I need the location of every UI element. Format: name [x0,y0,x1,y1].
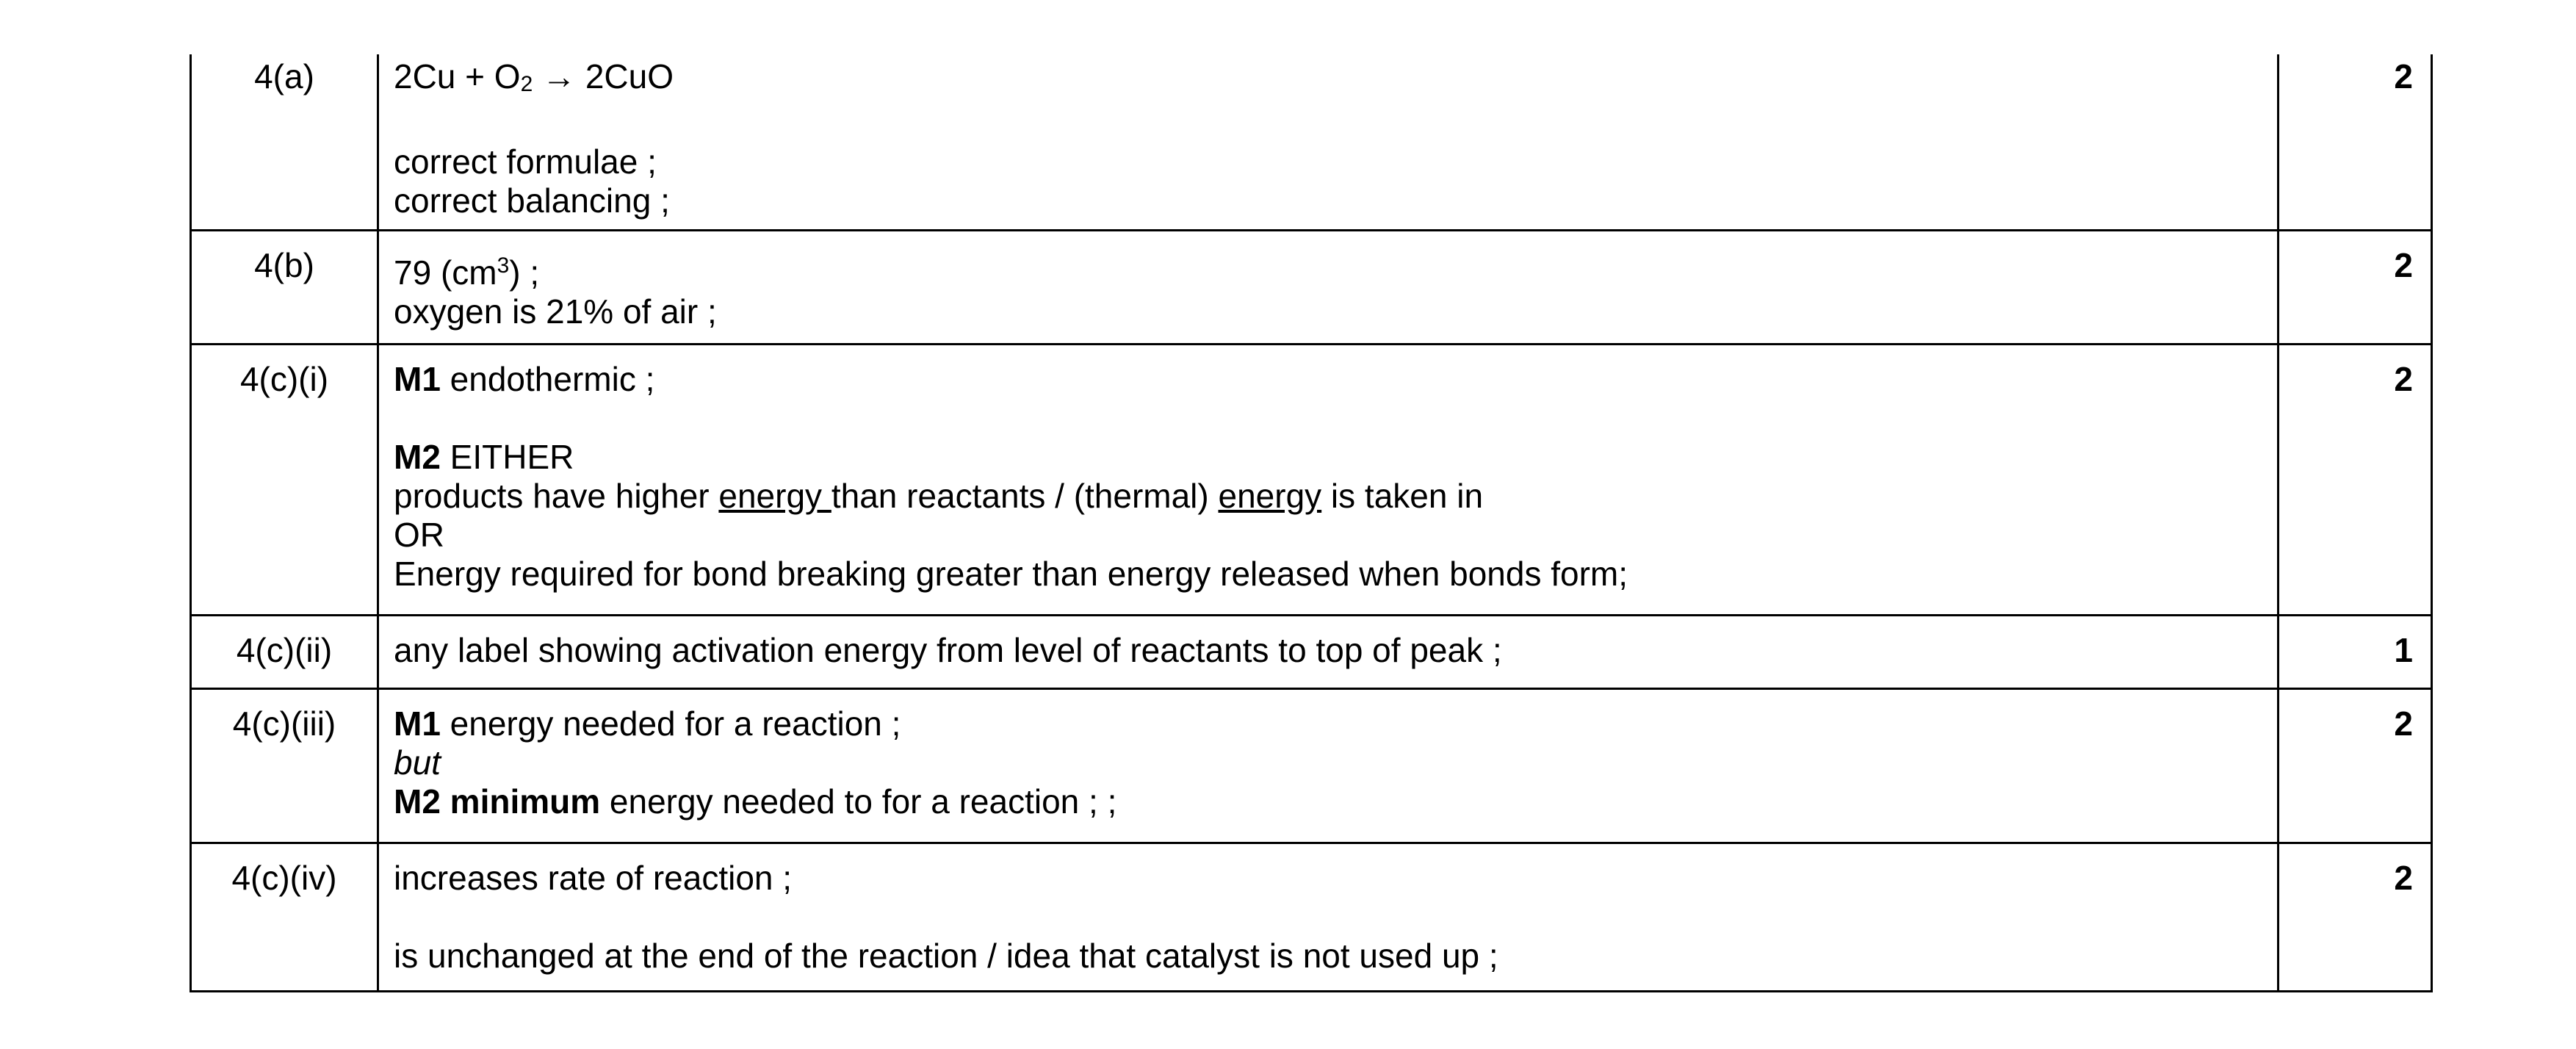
answer-line: increases rate of reaction ; [394,859,793,897]
answer-line: OR [394,516,444,554]
table-row [191,231,2432,345]
answer-cell [378,616,2279,689]
answer-cell [378,231,2279,345]
table-row [191,345,2432,616]
answer-line: correct formulae ; [394,143,657,181]
answer-line: M1 energy needed for a reaction ; [394,704,901,743]
answer-line: M1 endothermic ; [394,360,655,398]
marks-cell [2279,843,2432,992]
answer-line: but [394,743,441,782]
question-number: 4(a) [254,57,314,95]
question-number-cell [191,345,378,616]
table-row [191,54,2432,231]
answer-line: oxygen is 21% of air ; [394,292,717,331]
mark-scheme-table [190,54,2433,992]
answer-cell [378,54,2279,231]
marks-value: 1 [2394,631,2413,669]
marks-value: 2 [2394,704,2413,743]
question-number-cell [191,231,378,345]
answer-line: M2 EITHER [394,438,574,476]
answer-line: 79 $(cm^3)$ ; [394,253,540,292]
answer-cell [378,345,2279,616]
marks-value: 2 [2394,859,2413,897]
question-number: 4(b) [254,246,314,284]
question-number: 4(c)(iii) [232,704,336,743]
table-row [191,689,2432,843]
marks-value: 2 [2394,246,2413,284]
question-number: 4(c)(ii) [236,631,333,669]
marks-cell [2279,616,2432,689]
answer-line: M2 minimum energy needed to for a reaction ; ; [394,782,1117,821]
marks-cell [2279,689,2432,843]
marks-cell [2279,345,2432,616]
answer-equation: 2Cu + O2 → 2CuO [394,57,674,96]
table-row [191,843,2432,992]
question-number-cell [191,54,378,231]
answer-line: products have higher energy than reactants / (thermal) energy is taken in [394,477,1484,515]
answer-line: is unchanged at the end of the reaction / idea that catalyst is not used up ; [394,937,1498,975]
answer-line: any label showing activation energy from level of reactants to top of peak ; [394,631,1502,669]
answer-line: Energy required for bond breaking greater than energy released when bonds form; [394,555,1628,593]
answer-cell [378,843,2279,992]
table-row [191,616,2432,689]
question-number: 4(c)(iv) [231,859,337,897]
marks-value: 2 [2394,57,2413,95]
answer-cell [378,689,2279,843]
marks-cell [2279,231,2432,345]
answer-line: correct balancing ; [394,181,670,220]
marks-cell [2279,54,2432,231]
marks-value: 2 [2394,360,2413,398]
question-number-cell [191,616,378,689]
question-number: 4(c)(i) [239,360,329,398]
question-number-cell [191,843,378,992]
question-number-cell [191,689,378,843]
